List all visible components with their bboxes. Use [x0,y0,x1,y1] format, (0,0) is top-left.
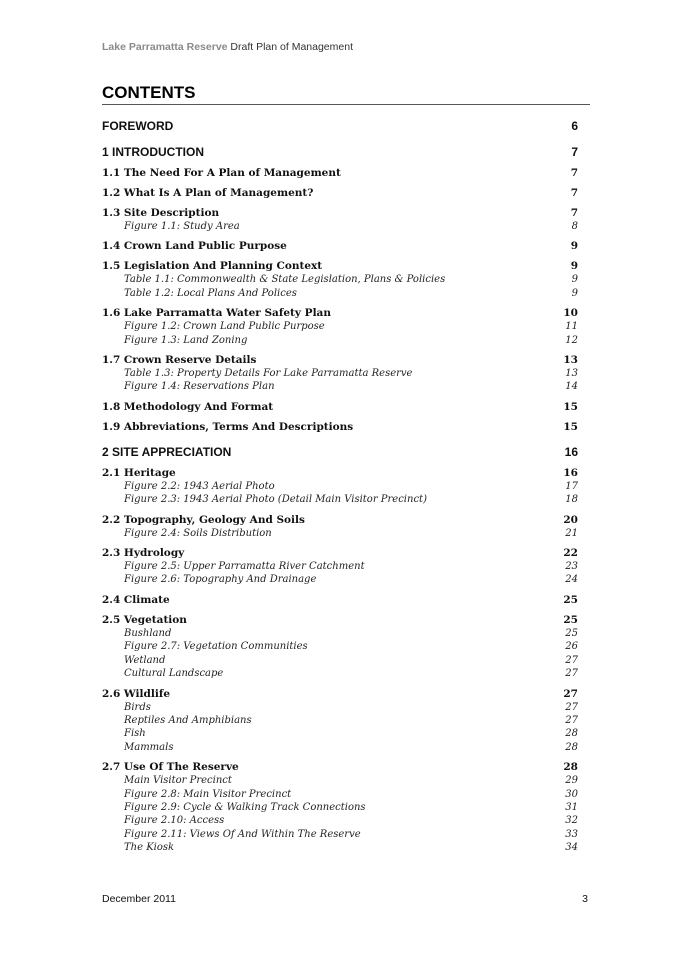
toc-entry-page: 30 [565,788,578,800]
toc-entry-label: 2.7 Use Of The Reserve [102,761,239,774]
toc-entry-page: 23 [565,561,578,573]
toc-entry-section [102,353,578,367]
table-of-contents [102,118,578,855]
toc-entry-sub [102,654,578,667]
toc-entry-sub [102,841,578,854]
toc-entry-page: 9 [571,274,578,286]
toc-entry-page: 29 [565,775,578,787]
toc-entry-page: 33 [565,828,578,840]
toc-entry-section [102,239,578,253]
toc-entry-label: Mammals [124,741,174,753]
toc-entry-sub [102,367,578,380]
toc-entry-page: 10 [563,307,578,320]
toc-entry-label: 1.1 The Need For A Plan of Management [102,167,341,179]
toc-entry-label: Reptiles And Amphibians [124,714,252,726]
toc-entry-sub [102,788,578,801]
toc-entry-section [102,466,578,480]
toc-entry-sub [102,480,578,493]
toc-entry-page: 7 [570,187,578,199]
toc-entry-chapter [102,144,578,160]
toc-entry-page: 15 [563,420,578,433]
toc-entry-label: Cultural Landscape [124,668,224,680]
toc-entry-page: 28 [563,761,578,774]
page-footer [102,893,588,905]
toc-entry-section [102,687,578,701]
toc-entry-label: Figure 2.9: Cycle & Walking Track Connections [124,801,366,813]
toc-entry-section [102,306,578,320]
toc-entry-sub [102,273,578,286]
toc-entry-page: 7 [570,167,578,179]
toc-entry-label: Figure 2.2: 1943 Aerial Photo [124,480,275,492]
toc-entry-page: 8 [571,221,578,232]
toc-entry-page: 28 [565,741,578,753]
toc-entry-page: 20 [563,513,578,526]
toc-entry-label: 2.3 Hydrology [102,547,185,560]
toc-entry-section [102,593,578,607]
toc-entry-section [102,546,578,560]
toc-entry-label: Wetland [124,654,166,666]
toc-entry-label: Table 1.1: Commonwealth & State Legislation, Plans & Policies [124,274,446,286]
toc-entry-label: Figure 2.4: Soils Distribution [124,527,272,539]
toc-entry-page: 21 [565,527,578,539]
toc-entry-section [102,186,578,200]
toc-entry-page: 9 [570,240,578,253]
toc-entry-label: Table 1.3: Property Details For Lake Parramatta Reserve [124,368,413,380]
toc-entry-sub [102,741,578,754]
toc-entry-label: 2.5 Vegetation [102,613,187,626]
toc-entry-page: 24 [565,574,578,586]
toc-entry-label: Birds [124,701,151,713]
toc-entry-label: Main Visitor Precinct [124,775,232,787]
toc-entry-page: 34 [565,842,578,854]
toc-entry-label: Table 1.2: Local Plans And Polices [124,287,297,299]
toc-entry-page: 15 [563,400,578,413]
toc-entry-section [102,760,578,774]
toc-entry-section [102,400,578,414]
toc-entry-sub [102,667,578,680]
toc-entry-page: 16 [563,466,578,479]
toc-entry-page: 16 [564,444,578,459]
toc-entry-label: 1.9 Abbreviations, Terms And Descriptions [102,420,354,433]
toc-entry-sub [102,627,578,640]
toc-entry-sub [102,287,578,300]
contents-heading: CONTENTS [102,83,196,102]
toc-entry-chapter [102,118,578,134]
toc-entry-page: 27 [563,687,578,700]
toc-entry-page: 12 [565,334,578,346]
toc-entry-sub [102,828,578,841]
toc-entry-label: Figure 2.10: Access [124,815,225,827]
toc-entry-label: 2.1 Heritage [102,466,176,479]
toc-entry-label: Figure 2.5: Upper Parramatta River Catchment [124,561,365,573]
toc-entry-sub [102,640,578,653]
toc-entry-page: 9 [571,287,578,299]
header-doc-title: Draft Plan of Management [230,41,353,53]
toc-entry-page: 27 [565,714,578,726]
toc-entry-page: 6 [571,119,578,133]
toc-entry-sub [102,727,578,740]
toc-entry-label: Figure 2.11: Views Of And Within The Reserve [124,828,361,840]
header-brand: Lake Parramatta Reserve [102,41,228,53]
toc-entry-sub [102,560,578,573]
toc-entry-page: 25 [565,627,578,639]
toc-entry-sub [102,801,578,814]
toc-entry-label: Figure 2.6: Topography And Drainage [124,574,317,586]
running-header [102,41,353,53]
toc-entry-sub [102,814,578,827]
toc-entry-label: Fish [124,728,146,740]
toc-entry-page: 18 [565,494,578,506]
toc-entry-label: Figure 2.3: 1943 Aerial Photo (Detail Main Visitor Precinct) [124,494,427,506]
toc-entry-sub [102,334,578,347]
toc-entry-label: Figure 2.8: Main Visitor Precinct [124,788,292,800]
toc-entry-label: 1.5 Legislation And Planning Context [102,260,323,273]
toc-entry-section [102,206,578,220]
toc-entry-label: 2.6 Wildlife [102,687,171,700]
toc-entry-label: FOREWORD [102,119,174,133]
toc-entry-label: 1.2 What Is A Plan of Management? [102,187,314,199]
toc-entry-label: 2.2 Topography, Geology And Soils [102,513,305,526]
toc-entry-label: Figure 1.3: Land Zoning [124,334,248,346]
toc-entry-sub [102,701,578,714]
toc-entry-sub [102,320,578,333]
toc-entry-page: 11 [565,321,578,333]
toc-entry-label: 1.8 Methodology And Format [102,400,274,413]
toc-entry-page: 13 [563,354,578,367]
toc-entry-sub [102,527,578,540]
toc-entry-page: 13 [565,368,578,380]
toc-entry-label: 1.4 Crown Land Public Purpose [102,240,287,253]
toc-entry-page: 26 [565,641,578,653]
toc-entry-sub [102,774,578,787]
toc-entry-label: The Kiosk [124,842,175,854]
toc-entry-page: 32 [565,815,578,827]
toc-entry-page: 27 [565,654,578,666]
toc-entry-page: 25 [563,613,578,626]
toc-entry-sub [102,573,578,586]
toc-entry-sub [102,493,578,506]
toc-entry-page: 14 [565,381,578,393]
toc-entry-label: Figure 1.2: Crown Land Public Purpose [124,321,325,333]
toc-entry-label: Figure 1.1: Study Area [124,221,240,232]
toc-entry-sub [102,714,578,727]
toc-entry-section [102,166,578,180]
toc-entry-page: 25 [563,593,578,606]
footer-page-number: 3 [582,893,588,905]
toc-entry-page: 7 [571,145,578,159]
toc-entry-label: 1 INTRODUCTION [102,145,204,159]
toc-entry-label: Bushland [124,627,172,639]
toc-entry-page: 7 [570,207,578,219]
heading-rule [102,104,590,105]
toc-entry-section [102,613,578,627]
toc-entry-label: 1.7 Crown Reserve Details [102,354,257,367]
toc-entry-section [102,259,578,273]
toc-entry-label: 2.4 Climate [102,593,170,606]
toc-entry-page: 27 [565,668,578,680]
toc-entry-page: 31 [565,801,578,813]
toc-entry-page: 9 [570,260,578,273]
footer-date: December 2011 [102,893,176,905]
toc-entry-label: 1.6 Lake Parramatta Water Safety Plan [102,307,331,320]
toc-entry-label: 1.3 Site Description [102,207,220,219]
toc-entry-sub [102,220,578,233]
toc-entry-section [102,513,578,527]
toc-entry-page: 22 [563,547,578,560]
toc-entry-label: Figure 2.7: Vegetation Communities [124,641,308,653]
toc-entry-page: 27 [565,701,578,713]
toc-entry-label: Figure 1.4: Reservations Plan [124,381,275,393]
toc-entry-section [102,420,578,434]
toc-entry-page: 17 [565,480,578,492]
toc-entry-chapter [102,444,578,460]
toc-entry-sub [102,380,578,393]
toc-entry-label: 2 SITE APPRECIATION [102,444,232,459]
toc-entry-page: 28 [565,728,578,740]
